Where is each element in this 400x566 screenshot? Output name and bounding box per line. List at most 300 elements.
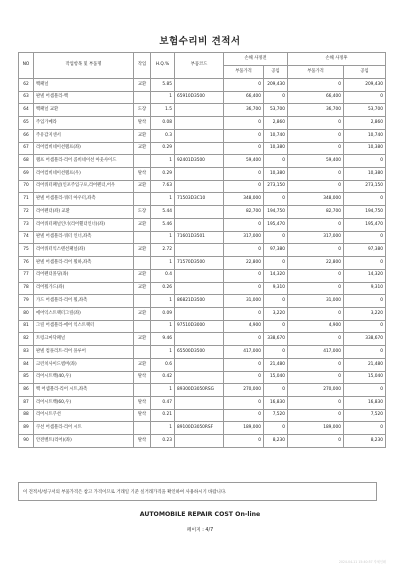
cell-hq: 5.85: [151, 79, 175, 92]
cell-work: [134, 422, 151, 435]
cell-item: 가드 어셈블리-리어 휠,좌측: [34, 295, 134, 308]
cell-item: 트렁크마닥패널: [34, 333, 134, 346]
cell-hq: 1: [151, 384, 175, 397]
cell-part-code: 86821D3500: [175, 295, 224, 308]
cell-hq: 2.72: [151, 244, 175, 257]
cell-parts-price-after: 31,000: [288, 295, 344, 308]
header-labor-before: 공임: [264, 66, 288, 79]
cell-part-code: 71570D3500: [175, 257, 224, 270]
cell-item: 에어익스트랙터그릴(좌): [34, 307, 134, 320]
table-row: [19, 371, 386, 384]
cell-hq: 1: [151, 155, 175, 168]
cell-part-code: 89100D3050RSF: [175, 422, 224, 435]
cell-parts-price-after: 417,000: [288, 346, 344, 359]
cell-work: 탈착: [134, 117, 151, 130]
cell-hq: 0.29: [151, 168, 175, 181]
cell-work: 교환: [134, 142, 151, 155]
cell-part-code: [175, 142, 224, 155]
cell-work: [134, 295, 151, 308]
cell-hq: 0.09: [151, 307, 175, 320]
cell-part-code: [175, 396, 224, 409]
cell-no: 72: [19, 206, 34, 219]
cell-parts-price-before: 0: [224, 371, 264, 384]
cell-work: 교환: [134, 129, 151, 142]
cell-hq: 1: [151, 257, 175, 270]
cell-labor-before: 0: [264, 422, 288, 435]
table-body: [19, 79, 386, 448]
cell-part-code: 71503D3C10: [175, 193, 224, 206]
cell-labor-before: 195,470: [264, 218, 288, 231]
cell-part-code: [175, 206, 224, 219]
cell-no: 86: [19, 384, 34, 397]
cell-work: 탈착: [134, 396, 151, 409]
cell-hq: 0.42: [151, 371, 175, 384]
cell-labor-before: 338,670: [264, 333, 288, 346]
cell-no: 65: [19, 117, 34, 130]
cell-parts-price-after: 189,000: [288, 422, 344, 435]
cell-no: 67: [19, 142, 34, 155]
cell-part-code: [175, 168, 224, 181]
cell-work: 교환: [134, 282, 151, 295]
cell-item: 리어컴비네이션램프(우): [34, 168, 134, 181]
cell-part-code: [175, 269, 224, 282]
table-row: [19, 155, 386, 168]
cell-part-code: [175, 218, 224, 231]
cell-labor-after: 3,220: [344, 307, 386, 320]
cell-labor-before: 2,860: [264, 117, 288, 130]
cell-parts-price-before: 189,000: [224, 422, 264, 435]
cell-no: 78: [19, 282, 34, 295]
cell-hq: 0.23: [151, 435, 175, 448]
cell-part-code: 97510D3000: [175, 320, 224, 333]
cell-item: 리어휠가드(좌): [34, 282, 134, 295]
cell-item: 판넬 어셈블리-리어 휠하,좌측: [34, 257, 134, 270]
cell-no: 68: [19, 155, 34, 168]
cell-parts-price-after: 0: [288, 307, 344, 320]
cell-labor-before: 21,480: [264, 358, 288, 371]
cell-part-code: [175, 244, 224, 257]
cell-parts-price-after: 0: [288, 180, 344, 193]
cell-item: 판넬 어셈블리-쿼터 아우터,좌측: [34, 193, 134, 206]
cell-work: 탈착: [134, 371, 151, 384]
cell-parts-price-before: 0: [224, 307, 264, 320]
cell-parts-price-before: 270,000: [224, 384, 264, 397]
cell-work: 교환: [134, 244, 151, 257]
cell-hq: 1: [151, 422, 175, 435]
cell-no: 76: [19, 257, 34, 270]
cell-item: 리어쿼터패널인너(리어휀더인너)(좌): [34, 218, 134, 231]
cell-parts-price-after: 82,700: [288, 206, 344, 219]
cell-labor-after: 15,040: [344, 371, 386, 384]
cell-labor-after: 273,150: [344, 180, 386, 193]
cell-no: 71: [19, 193, 34, 206]
cell-parts-price-before: 0: [224, 129, 264, 142]
cell-parts-price-after: 270,000: [288, 384, 344, 397]
cell-item: 리어시트쿠션: [34, 409, 134, 422]
cell-no: 88: [19, 409, 34, 422]
cell-parts-price-before: 22,800: [224, 257, 264, 270]
cell-work: 탈착: [134, 168, 151, 181]
footer-title: AUTOMOBILE REPAIR COST On-line: [139, 511, 261, 518]
cell-part-code: [175, 282, 224, 295]
table-row: [19, 422, 386, 435]
cell-parts-price-before: 0: [224, 409, 264, 422]
cell-item: 리어컴비네이션램프(좌): [34, 142, 134, 155]
table-row: [19, 206, 386, 219]
cell-labor-after: 0: [344, 155, 386, 168]
cell-labor-after: 0: [344, 231, 386, 244]
cell-no: 77: [19, 269, 34, 282]
cell-labor-before: 53,700: [264, 104, 288, 117]
cell-no: 79: [19, 295, 34, 308]
cell-work: 교환: [134, 218, 151, 231]
cell-parts-price-after: 0: [288, 244, 344, 257]
cell-hq: 1: [151, 346, 175, 359]
cell-hq: 1: [151, 231, 175, 244]
cell-hq: 9.46: [151, 333, 175, 346]
cell-parts-price-after: 0: [288, 168, 344, 181]
cell-labor-before: 209,430: [264, 79, 288, 92]
cell-no: 74: [19, 231, 34, 244]
cell-labor-after: 21,480: [344, 358, 386, 371]
cell-labor-after: 0: [344, 91, 386, 104]
header-work: 작업: [134, 53, 151, 79]
cell-part-code: [175, 79, 224, 92]
cell-part-code: [175, 371, 224, 384]
table-row: [19, 244, 386, 257]
cell-work: [134, 346, 151, 359]
cell-hq: 0.08: [151, 117, 175, 130]
cell-parts-price-after: 0: [288, 333, 344, 346]
cell-hq: 0.21: [151, 409, 175, 422]
cell-item: 리어펜더몰딩(좌): [34, 269, 134, 282]
cell-work: 탈착: [134, 409, 151, 422]
cell-part-code: [175, 409, 224, 422]
cell-work: 탈착: [134, 435, 151, 448]
table-row: [19, 142, 386, 155]
cell-parts-price-after: 0: [288, 269, 344, 282]
table-row: [19, 91, 386, 104]
cell-labor-before: 0: [264, 384, 288, 397]
cell-labor-before: 0: [264, 257, 288, 270]
cell-parts-price-after: 0: [288, 79, 344, 92]
cell-no: 73: [19, 218, 34, 231]
cell-parts-price-before: 36,700: [224, 104, 264, 117]
cell-item: 백패널 교환: [34, 104, 134, 117]
cell-work: 도장: [134, 206, 151, 219]
cell-no: 75: [19, 244, 34, 257]
cell-labor-after: 7,520: [344, 409, 386, 422]
cell-parts-price-before: 0: [224, 218, 264, 231]
cell-labor-after: 194,750: [344, 206, 386, 219]
cell-labor-before: 10,380: [264, 168, 288, 181]
cell-work: [134, 193, 151, 206]
cell-part-code: 71601D3501: [175, 231, 224, 244]
cell-parts-price-after: 0: [288, 396, 344, 409]
cell-no: 90: [19, 435, 34, 448]
cell-part-code: [175, 180, 224, 193]
cell-part-code: [175, 117, 224, 130]
cell-no: 87: [19, 396, 34, 409]
estimate-table: [18, 52, 386, 448]
cell-no: 81: [19, 320, 34, 333]
cell-parts-price-after: 0: [288, 218, 344, 231]
cell-part-code: [175, 333, 224, 346]
cell-labor-before: 0: [264, 320, 288, 333]
cell-parts-price-after: 0: [288, 117, 344, 130]
cell-parts-price-after: 0: [288, 435, 344, 448]
cell-item: 판넬 컴플리트-리어 플루어: [34, 346, 134, 359]
cell-no: 83: [19, 346, 34, 359]
table-row: [19, 79, 386, 92]
header-parts-price-after: 부품가격: [288, 66, 344, 79]
cell-parts-price-before: 4,900: [224, 320, 264, 333]
header-partcode: 부품코드: [175, 53, 224, 79]
cell-labor-before: 0: [264, 295, 288, 308]
cell-no: 66: [19, 129, 34, 142]
cell-labor-after: 0: [344, 257, 386, 270]
cell-parts-price-after: 0: [288, 142, 344, 155]
cell-item: 쿠션 어셈블리-리어 시트: [34, 422, 134, 435]
cell-hq: 0.6: [151, 358, 175, 371]
cell-item: 주유감지센서: [34, 129, 134, 142]
cell-work: [134, 91, 151, 104]
cell-labor-after: 10,740: [344, 129, 386, 142]
cell-labor-after: 0: [344, 384, 386, 397]
cell-hq: 0.3: [151, 129, 175, 142]
cell-hq: 0.47: [151, 396, 175, 409]
cell-no: 70: [19, 180, 34, 193]
cell-labor-before: 3,220: [264, 307, 288, 320]
cell-parts-price-before: 0: [224, 269, 264, 282]
cell-labor-after: 0: [344, 295, 386, 308]
cell-labor-before: 16,830: [264, 396, 288, 409]
cell-parts-price-before: 0: [224, 79, 264, 92]
cell-work: 교환: [134, 79, 151, 92]
table-row: [19, 218, 386, 231]
cell-no: 82: [19, 333, 34, 346]
cell-labor-before: 0: [264, 193, 288, 206]
cell-hq: 5.44: [151, 206, 175, 219]
cell-labor-after: 195,470: [344, 218, 386, 231]
cell-parts-price-before: 0: [224, 244, 264, 257]
cell-item: 리어펜더(좌) 교환: [34, 206, 134, 219]
cell-parts-price-after: 22,800: [288, 257, 344, 270]
cell-labor-after: 209,430: [344, 79, 386, 92]
cell-labor-before: 15,040: [264, 371, 288, 384]
header-after-group: 손해 사정후: [288, 53, 386, 66]
cell-hq: 5.46: [151, 218, 175, 231]
cell-work: 교환: [134, 269, 151, 282]
table-row: [19, 257, 386, 270]
table-row: [19, 435, 386, 448]
table-row: [19, 269, 386, 282]
header-item: 작업항목 및 부품명: [34, 53, 134, 79]
cell-labor-before: 10,380: [264, 142, 288, 155]
cell-parts-price-before: 417,000: [224, 346, 264, 359]
cell-labor-before: 0: [264, 346, 288, 359]
cell-parts-price-before: 0: [224, 142, 264, 155]
cell-item: 안전벨트(리어)(좌): [34, 435, 134, 448]
cell-hq: 1: [151, 295, 175, 308]
cell-labor-before: 0: [264, 91, 288, 104]
cell-part-code: 92401D3500: [175, 155, 224, 168]
cell-work: [134, 231, 151, 244]
cell-parts-price-after: 0: [288, 129, 344, 142]
cell-parts-price-after: 0: [288, 371, 344, 384]
cell-item: 판넬 어셈블리-백: [34, 91, 134, 104]
cell-labor-before: 7,520: [264, 409, 288, 422]
header-no: NO: [19, 53, 34, 79]
cell-hq: 1: [151, 91, 175, 104]
cell-part-code: 65500D3500: [175, 346, 224, 359]
cell-parts-price-after: 0: [288, 282, 344, 295]
cell-labor-after: 9,310: [344, 282, 386, 295]
cell-labor-before: 0: [264, 231, 288, 244]
cell-parts-price-after: 59,400: [288, 155, 344, 168]
cell-part-code: 89300D3050RSG: [175, 384, 224, 397]
cell-parts-price-before: 317,000: [224, 231, 264, 244]
cell-item: 판넬 어셈블리-쿼터 인너,좌측: [34, 231, 134, 244]
cell-labor-after: 14,320: [344, 269, 386, 282]
cell-parts-price-after: 4,900: [288, 320, 344, 333]
cell-parts-price-before: 0: [224, 435, 264, 448]
cell-parts-price-before: 0: [224, 358, 264, 371]
table-row: [19, 295, 386, 308]
cell-parts-price-before: 0: [224, 168, 264, 181]
table-row: [19, 104, 386, 117]
cell-labor-before: 97,380: [264, 244, 288, 257]
cell-labor-after: 338,670: [344, 333, 386, 346]
cell-labor-after: 0: [344, 346, 386, 359]
cell-no: 69: [19, 168, 34, 181]
cell-labor-before: 9,310: [264, 282, 288, 295]
table-row: [19, 358, 386, 371]
header-hq: H.Q.%: [151, 53, 175, 79]
cell-labor-after: 10,380: [344, 142, 386, 155]
cell-work: [134, 320, 151, 333]
cell-parts-price-before: 31,000: [224, 295, 264, 308]
cell-parts-price-before: 0: [224, 396, 264, 409]
cell-parts-price-after: 348,000: [288, 193, 344, 206]
cell-no: 85: [19, 371, 34, 384]
cell-parts-price-after: 0: [288, 358, 344, 371]
table-row: [19, 396, 386, 409]
document-title: 보험수리비 견적서: [159, 36, 241, 47]
cell-parts-price-before: 0: [224, 117, 264, 130]
cell-parts-price-before: 59,400: [224, 155, 264, 168]
cell-item: 백패널: [34, 79, 134, 92]
cell-no: 80: [19, 307, 34, 320]
cell-work: [134, 155, 151, 168]
cell-parts-price-before: 0: [224, 282, 264, 295]
cell-part-code: [175, 358, 224, 371]
print-timestamp: 2024-04-11 15:40:57 자체인쇄: [338, 560, 386, 564]
cell-labor-before: 0: [264, 155, 288, 168]
cell-parts-price-after: 0: [288, 409, 344, 422]
cell-parts-price-before: 348,000: [224, 193, 264, 206]
cell-labor-before: 10,740: [264, 129, 288, 142]
table-row: [19, 307, 386, 320]
table-row: [19, 409, 386, 422]
cell-hq: 7.63: [151, 180, 175, 193]
table-row: [19, 282, 386, 295]
table-header-row: [19, 53, 386, 66]
cell-item: 백 어셈블리-리어 시트,좌측: [34, 384, 134, 397]
cell-hq: 1.5: [151, 104, 175, 117]
cell-labor-before: 14,320: [264, 269, 288, 282]
page-number: 페이지 : 4/7: [186, 528, 214, 533]
cell-no: 89: [19, 422, 34, 435]
cell-item: 리어쿼터익스텐션패널(좌): [34, 244, 134, 257]
cell-parts-price-before: 66,400: [224, 91, 264, 104]
cell-no: 62: [19, 79, 34, 92]
cell-part-code: [175, 129, 224, 142]
table-row: [19, 384, 386, 397]
table-row: [19, 117, 386, 130]
cell-labor-before: 8,230: [264, 435, 288, 448]
cell-parts-price-after: 66,400: [288, 91, 344, 104]
cell-work: [134, 384, 151, 397]
cell-parts-price-after: 317,000: [288, 231, 344, 244]
cell-item: 리어시트백(60,우): [34, 396, 134, 409]
cell-item: 리어쿼터패널(인포주입구포,리어펜더,어우: [34, 180, 134, 193]
cell-labor-after: 2,860: [344, 117, 386, 130]
cell-hq: 1: [151, 193, 175, 206]
cell-item: 크런치사이드멤버(좌): [34, 358, 134, 371]
cell-part-code: [175, 307, 224, 320]
cell-item: 램프 어셈블리-리어 콤비네이션 아웃사이드: [34, 155, 134, 168]
cell-work: 도장: [134, 104, 151, 117]
table-row: [19, 129, 386, 142]
cell-no: 84: [19, 358, 34, 371]
cell-hq: 0.29: [151, 142, 175, 155]
table-row: [19, 231, 386, 244]
cell-part-code: [175, 104, 224, 117]
header-parts-price-before: 부품가격: [224, 66, 264, 79]
cell-work: 교환: [134, 307, 151, 320]
cell-hq: 0.26: [151, 282, 175, 295]
table-row: [19, 333, 386, 346]
header-before-group: 손해 사정전: [224, 53, 288, 66]
cell-item: 그릴 어셈블리-에어 익스트랙터: [34, 320, 134, 333]
cell-labor-after: 0: [344, 422, 386, 435]
cell-labor-after: 0: [344, 320, 386, 333]
cell-work: 교환: [134, 358, 151, 371]
cell-work: 교환: [134, 180, 151, 193]
cell-labor-before: 273,150: [264, 180, 288, 193]
disclaimer-note: 이 견적서/청구서의 부품가격은 참고 가격이므로 거래일 기준 실거래가격을 확인하여 사용하시기 바랍니다.: [18, 482, 377, 501]
cell-labor-after: 53,700: [344, 104, 386, 117]
header-labor-after: 공임: [344, 66, 386, 79]
cell-labor-after: 10,380: [344, 168, 386, 181]
cell-parts-price-after: 36,700: [288, 104, 344, 117]
cell-parts-price-before: 82,700: [224, 206, 264, 219]
cell-part-code: [175, 435, 224, 448]
cell-hq: 0.4: [151, 269, 175, 282]
cell-work: [134, 257, 151, 270]
cell-parts-price-before: 0: [224, 180, 264, 193]
cell-hq: 1: [151, 320, 175, 333]
cell-no: 63: [19, 91, 34, 104]
cell-labor-after: 8,230: [344, 435, 386, 448]
table-row: [19, 320, 386, 333]
cell-item: 리어시트백(40,우): [34, 371, 134, 384]
table-row: [19, 346, 386, 359]
table-row: [19, 168, 386, 181]
cell-parts-price-before: 0: [224, 333, 264, 346]
cell-work: 교환: [134, 333, 151, 346]
